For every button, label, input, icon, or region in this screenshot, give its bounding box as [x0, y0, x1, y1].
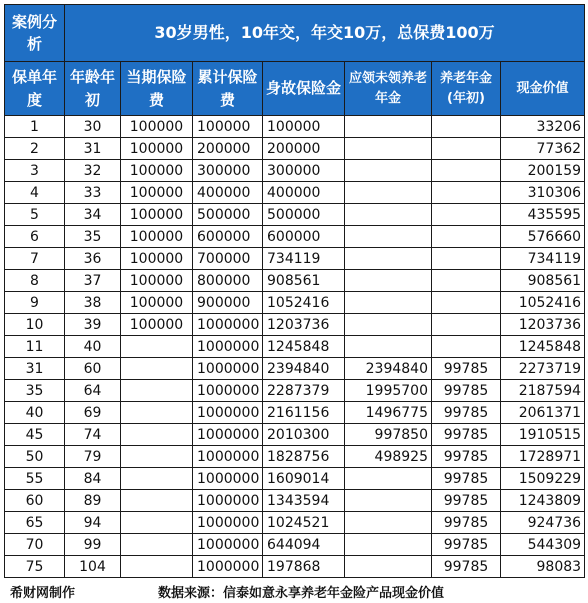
cell-death-benefit: 200000	[263, 138, 345, 160]
cell-death-benefit: 1343594	[263, 490, 345, 512]
cell-unclaimed-annuity: 997850	[345, 424, 432, 446]
cell-death-benefit: 734119	[263, 248, 345, 270]
cell-current-premium	[121, 446, 193, 468]
cell-current-premium: 100000	[121, 226, 193, 248]
cell-age: 99	[65, 534, 121, 556]
cell-age: 36	[65, 248, 121, 270]
cell-cash-value: 1509229	[501, 468, 585, 490]
cell-policy-year: 70	[5, 534, 65, 556]
cell-policy-year: 6	[5, 226, 65, 248]
col-header-death-benefit: 身故保险金	[263, 62, 345, 116]
cell-annuity: 99785	[432, 512, 501, 534]
cell-cash-value: 435595	[501, 204, 585, 226]
cell-annuity	[432, 270, 501, 292]
cell-unclaimed-annuity	[345, 182, 432, 204]
cell-unclaimed-annuity	[345, 556, 432, 578]
cell-current-premium: 100000	[121, 116, 193, 138]
cell-age: 104	[65, 556, 121, 578]
col-header-cumulative-premium: 累计保险费	[193, 62, 263, 116]
cell-current-premium	[121, 490, 193, 512]
cell-current-premium: 100000	[121, 138, 193, 160]
cell-current-premium: 100000	[121, 292, 193, 314]
cell-current-premium	[121, 512, 193, 534]
cell-current-premium: 100000	[121, 248, 193, 270]
cell-current-premium	[121, 424, 193, 446]
cell-cumulative-premium: 1000000	[193, 424, 263, 446]
cell-death-benefit: 100000	[263, 116, 345, 138]
table-row	[5, 446, 585, 468]
footer-maker: 希财网制作	[10, 586, 76, 601]
cell-current-premium	[121, 402, 193, 424]
cell-policy-year: 4	[5, 182, 65, 204]
table-row	[5, 424, 585, 446]
cell-age: 30	[65, 116, 121, 138]
cell-age: 39	[65, 314, 121, 336]
table-row	[5, 160, 585, 182]
cell-cash-value: 734119	[501, 248, 585, 270]
table-row	[5, 336, 585, 358]
cell-unclaimed-annuity	[345, 292, 432, 314]
table-row	[5, 402, 585, 424]
cell-current-premium: 100000	[121, 314, 193, 336]
cell-age: 69	[65, 402, 121, 424]
cell-current-premium	[121, 358, 193, 380]
cell-cumulative-premium: 1000000	[193, 446, 263, 468]
cell-cumulative-premium: 700000	[193, 248, 263, 270]
cell-age: 37	[65, 270, 121, 292]
table-row	[5, 248, 585, 270]
cell-cumulative-premium: 1000000	[193, 490, 263, 512]
cell-annuity: 99785	[432, 556, 501, 578]
cell-age: 64	[65, 380, 121, 402]
cell-death-benefit: 1609014	[263, 468, 345, 490]
cell-cash-value: 200159	[501, 160, 585, 182]
cell-current-premium: 100000	[121, 182, 193, 204]
cell-age: 40	[65, 336, 121, 358]
caption-row	[5, 5, 585, 62]
cell-age: 89	[65, 490, 121, 512]
cell-annuity	[432, 116, 501, 138]
cell-annuity: 99785	[432, 534, 501, 556]
cell-cumulative-premium: 500000	[193, 204, 263, 226]
table-row	[5, 512, 585, 534]
cell-annuity	[432, 314, 501, 336]
cell-policy-year: 5	[5, 204, 65, 226]
cell-cash-value: 1052416	[501, 292, 585, 314]
cell-cumulative-premium: 200000	[193, 138, 263, 160]
cell-cumulative-premium: 1000000	[193, 556, 263, 578]
cell-age: 33	[65, 182, 121, 204]
cell-unclaimed-annuity	[345, 534, 432, 556]
cell-cumulative-premium: 1000000	[193, 468, 263, 490]
cell-cash-value: 1203736	[501, 314, 585, 336]
cell-policy-year: 60	[5, 490, 65, 512]
cell-age: 79	[65, 446, 121, 468]
cell-current-premium: 100000	[121, 204, 193, 226]
case-summary: 30岁男性，10年交，年交10万，总保费100万	[65, 5, 585, 62]
footer	[10, 580, 580, 600]
table-row	[5, 182, 585, 204]
cell-age: 34	[65, 204, 121, 226]
table-row	[5, 226, 585, 248]
cell-cumulative-premium: 300000	[193, 160, 263, 182]
cell-current-premium	[121, 534, 193, 556]
cell-unclaimed-annuity	[345, 512, 432, 534]
cell-annuity: 99785	[432, 358, 501, 380]
cell-cash-value: 2273719	[501, 358, 585, 380]
cell-policy-year: 45	[5, 424, 65, 446]
cell-cash-value: 2187594	[501, 380, 585, 402]
cell-policy-year: 65	[5, 512, 65, 534]
cell-death-benefit: 400000	[263, 182, 345, 204]
cell-current-premium	[121, 556, 193, 578]
cell-policy-year: 3	[5, 160, 65, 182]
cell-policy-year: 7	[5, 248, 65, 270]
cell-age: 38	[65, 292, 121, 314]
cell-policy-year: 50	[5, 446, 65, 468]
cell-cash-value: 310306	[501, 182, 585, 204]
cell-unclaimed-annuity	[345, 490, 432, 512]
cell-annuity: 99785	[432, 402, 501, 424]
cell-unclaimed-annuity	[345, 336, 432, 358]
cell-cash-value: 77362	[501, 138, 585, 160]
table-row	[5, 204, 585, 226]
cell-death-benefit: 600000	[263, 226, 345, 248]
cell-unclaimed-annuity	[345, 204, 432, 226]
cell-cash-value: 544309	[501, 534, 585, 556]
cell-unclaimed-annuity	[345, 248, 432, 270]
cell-cumulative-premium: 1000000	[193, 336, 263, 358]
cell-policy-year: 9	[5, 292, 65, 314]
col-header-age: 年龄年初	[65, 62, 121, 116]
cell-death-benefit: 1828756	[263, 446, 345, 468]
cell-death-benefit: 2161156	[263, 402, 345, 424]
cell-current-premium: 100000	[121, 160, 193, 182]
cell-policy-year: 40	[5, 402, 65, 424]
cell-annuity: 99785	[432, 424, 501, 446]
col-header-cash-value: 现金价值	[501, 62, 585, 116]
cell-cumulative-premium: 900000	[193, 292, 263, 314]
cell-death-benefit: 500000	[263, 204, 345, 226]
cell-death-benefit: 2287379	[263, 380, 345, 402]
cell-cumulative-premium: 1000000	[193, 380, 263, 402]
cell-annuity	[432, 226, 501, 248]
cell-cumulative-premium: 600000	[193, 226, 263, 248]
cell-current-premium	[121, 380, 193, 402]
cell-current-premium: 100000	[121, 270, 193, 292]
cell-annuity	[432, 138, 501, 160]
cell-cash-value: 924736	[501, 512, 585, 534]
cell-cumulative-premium: 1000000	[193, 534, 263, 556]
cell-policy-year: 8	[5, 270, 65, 292]
cell-annuity	[432, 292, 501, 314]
cell-policy-year: 75	[5, 556, 65, 578]
table-row	[5, 468, 585, 490]
cell-policy-year: 11	[5, 336, 65, 358]
table-row	[5, 116, 585, 138]
cell-annuity: 99785	[432, 468, 501, 490]
cell-unclaimed-annuity	[345, 468, 432, 490]
cell-death-benefit: 1245848	[263, 336, 345, 358]
cell-age: 60	[65, 358, 121, 380]
cell-cash-value: 1245848	[501, 336, 585, 358]
cell-cumulative-premium: 100000	[193, 116, 263, 138]
table-row	[5, 534, 585, 556]
cell-cumulative-premium: 1000000	[193, 358, 263, 380]
cell-unclaimed-annuity	[345, 138, 432, 160]
cell-age: 32	[65, 160, 121, 182]
cash-value-table-container	[4, 4, 584, 578]
cell-age: 35	[65, 226, 121, 248]
col-header-annuity: 养老年金(年初)	[432, 62, 501, 116]
cell-age: 94	[65, 512, 121, 534]
cell-cash-value: 33206	[501, 116, 585, 138]
cell-unclaimed-annuity	[345, 160, 432, 182]
column-header-row	[5, 62, 585, 116]
cell-death-benefit: 644094	[263, 534, 345, 556]
cell-cash-value: 98083	[501, 556, 585, 578]
col-header-unclaimed-annuity: 应领未领养老年金	[345, 62, 432, 116]
cell-age: 74	[65, 424, 121, 446]
cell-unclaimed-annuity: 498925	[345, 446, 432, 468]
table-row	[5, 556, 585, 578]
col-header-policy-year: 保单年度	[5, 62, 65, 116]
col-header-current-premium: 当期保险费	[121, 62, 193, 116]
table-row	[5, 490, 585, 512]
cell-unclaimed-annuity: 1496775	[345, 402, 432, 424]
table-body	[5, 116, 585, 578]
cell-cash-value: 1728971	[501, 446, 585, 468]
cell-annuity	[432, 336, 501, 358]
cell-annuity: 99785	[432, 380, 501, 402]
cell-unclaimed-annuity: 2394840	[345, 358, 432, 380]
table-row	[5, 292, 585, 314]
case-label: 案例分析	[5, 5, 65, 62]
cell-unclaimed-annuity	[345, 226, 432, 248]
cell-age: 84	[65, 468, 121, 490]
cell-death-benefit: 2394840	[263, 358, 345, 380]
cell-cash-value: 908561	[501, 270, 585, 292]
cell-death-benefit: 2010300	[263, 424, 345, 446]
cell-annuity: 99785	[432, 490, 501, 512]
cell-age: 31	[65, 138, 121, 160]
cell-cumulative-premium: 1000000	[193, 402, 263, 424]
cell-cash-value: 1910515	[501, 424, 585, 446]
cell-unclaimed-annuity	[345, 270, 432, 292]
cell-unclaimed-annuity	[345, 116, 432, 138]
cell-death-benefit: 1052416	[263, 292, 345, 314]
cell-death-benefit: 1024521	[263, 512, 345, 534]
table-row	[5, 138, 585, 160]
table-row	[5, 380, 585, 402]
cell-current-premium	[121, 336, 193, 358]
cell-annuity	[432, 204, 501, 226]
cell-policy-year: 10	[5, 314, 65, 336]
table-row	[5, 314, 585, 336]
cell-cumulative-premium: 1000000	[193, 512, 263, 534]
cell-cash-value: 2061371	[501, 402, 585, 424]
cell-policy-year: 55	[5, 468, 65, 490]
cell-death-benefit: 1203736	[263, 314, 345, 336]
cell-cumulative-premium: 1000000	[193, 314, 263, 336]
cell-death-benefit: 908561	[263, 270, 345, 292]
table-row	[5, 270, 585, 292]
cell-annuity	[432, 182, 501, 204]
cell-policy-year: 2	[5, 138, 65, 160]
cell-death-benefit: 197868	[263, 556, 345, 578]
cell-cumulative-premium: 800000	[193, 270, 263, 292]
cell-policy-year: 31	[5, 358, 65, 380]
cell-unclaimed-annuity	[345, 314, 432, 336]
cell-cash-value: 1243809	[501, 490, 585, 512]
cell-annuity	[432, 248, 501, 270]
cell-death-benefit: 300000	[263, 160, 345, 182]
table-row	[5, 358, 585, 380]
cell-annuity: 99785	[432, 446, 501, 468]
cash-value-table	[4, 4, 585, 578]
cell-annuity	[432, 160, 501, 182]
cell-cumulative-premium: 400000	[193, 182, 263, 204]
cell-current-premium	[121, 468, 193, 490]
cell-cash-value: 576660	[501, 226, 585, 248]
cell-unclaimed-annuity: 1995700	[345, 380, 432, 402]
footer-source: 数据来源：信泰如意永享养老年金险产品现金价值	[158, 586, 445, 601]
cell-policy-year: 1	[5, 116, 65, 138]
cell-policy-year: 35	[5, 380, 65, 402]
